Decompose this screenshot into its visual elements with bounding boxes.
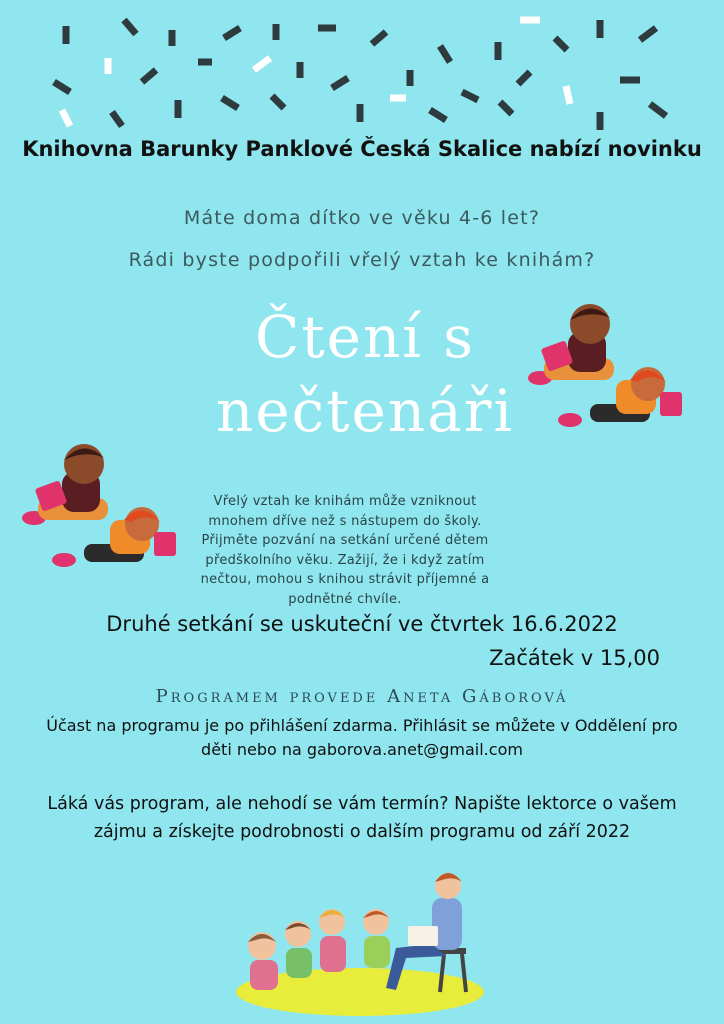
age-question: Máte doma dítko ve věku 4-6 let?: [183, 207, 541, 229]
event-name-line1: Čtení s: [254, 303, 476, 371]
event-name: [205, 300, 525, 448]
event-start-time: Začátek v 15,00: [489, 646, 660, 670]
reading-children-icon: [520, 296, 690, 436]
support-question: Rádi byste podpořili vřelý vztah ke knihám?: [128, 249, 596, 271]
event-name-line2: nečtenáři: [215, 377, 514, 445]
library-title: Knihovna Barunky Panklové Česká Skalice nabízí novinku: [22, 137, 702, 161]
presenter-line: Programem provede Aneta Gáborová: [155, 686, 569, 707]
reading-children-icon: [14, 436, 184, 576]
registration-info: Účast na programu je po přihlášení zdarma. Přihlásit se můžete v Oddělení pro děti nebo na gaborova.anet@gmail.com: [46, 716, 678, 759]
teacher-reading-group-icon: [236, 868, 496, 1018]
call-to-action: Láká vás program, ale nehodí se vám termín? Napište lektorce o vašem zájmu a získejte podrobnosti o dalším programu od září 2022: [47, 794, 677, 842]
event-date: Druhé setkání se uskuteční ve čtvrtek 16.6.2022: [106, 612, 618, 636]
event-description: Vřelý vztah ke knihám může vzniknout mnohem dříve než s nástupem do školy. Přijměte pozvání na setkání určené dětem předškolního věku. Zažijí, že i když zatím nečtou, mohou s knihou strávit příjemné a podnětné chvíle.: [200, 494, 490, 607]
confetti-decoration: [0, 0, 724, 140]
